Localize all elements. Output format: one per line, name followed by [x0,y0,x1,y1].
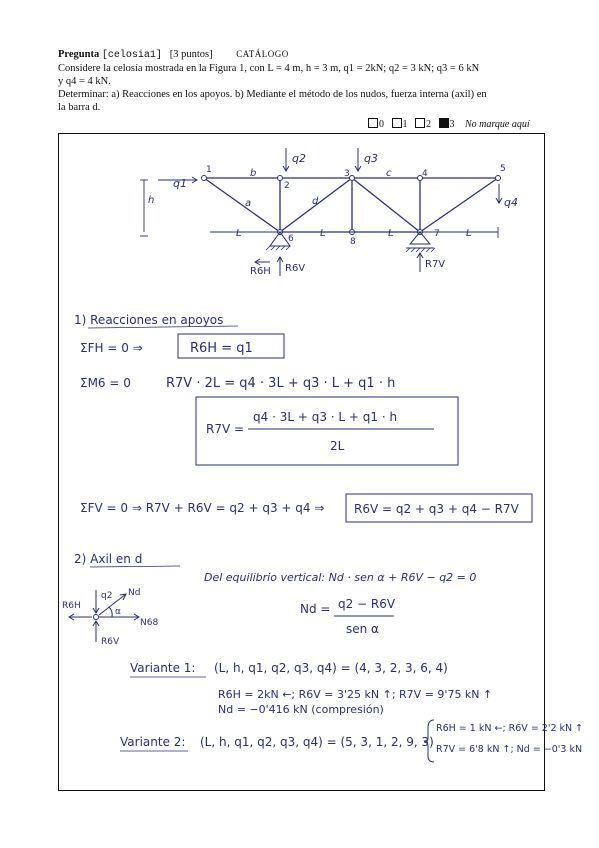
nd-numerator: q2 − R6V [338,597,396,611]
dim-label-L2: L [320,228,326,239]
eq3-numerator: q4 · 3L + q3 · L + q1 · h [253,410,398,424]
node-label-3: 3 [344,169,350,179]
variant1-results-1: R6H = 2kN ←; R6V = 3'25 kN ↑; R7V = 9'75 kN ↑ [218,688,493,701]
fbd-label-Nd: Nd [128,588,141,598]
fbd-label-R6V: R6V [101,637,120,647]
reaction-label-R6V: R6V [285,263,306,274]
question-points: [3 puntos] [169,49,213,60]
node-5 [496,176,501,181]
load-label-q2: q2 [292,152,306,165]
dim-label-L3: L [388,228,394,239]
statement-line-3: Determinar: a) Reacciones en los apoyos. b) Mediante el método de los nudos, fuerza interna (axil) en [58,89,487,100]
nd-lhs: Nd = [300,602,331,616]
eq4-lhs: ΣFV = 0 ⇒ R7V + R6V = q2 + q3 + q4 ⇒ [80,501,325,515]
node-1 [202,176,207,181]
node-3 [350,176,355,181]
bar-label-c: c [386,168,392,179]
bar-label-d: d [312,196,319,207]
fbd-label-alpha: α [115,607,121,617]
variant1-values: (L, h, q1, q2, q3, q4) = (4, 3, 2, 3, 6, 4) [214,661,448,675]
section1-title: 1) Reacciones en apoyos [74,313,224,327]
answer-label-3: 3 [449,119,455,130]
reaction-label-R6H: R6H [250,266,271,277]
eq1-lhs: ΣFH = 0 ⇒ [80,341,143,355]
vertical-equilibrium: Del equilibrio vertical: Nd · sen α + R6V − q2 = 0 [204,571,477,584]
bar-7-5 [420,178,498,232]
node-label-6: 6 [288,234,294,244]
node-2 [278,176,283,181]
bar-3-7 [352,178,420,232]
eq3-lhs: R7V = [206,422,245,436]
section-reactions [74,313,532,522]
fbd-label-q2: q2 [101,591,113,601]
node6-free-body-diagram [62,588,158,647]
dim-label-h: h [148,195,155,206]
bar-label-a: a [245,198,252,209]
question-code: [celosia1] [101,50,162,61]
catalog-label: CATÁLOGO [236,49,289,59]
answer-label-2: 2 [426,119,431,130]
variant1-results-2: Nd = −0'416 kN (compresión) [218,703,384,716]
reaction-label-R7V: R7V [425,259,446,270]
dim-label-L4: L [466,228,472,239]
node-label-1: 1 [206,165,212,175]
eq1-box-content: R6H = q1 [190,341,253,356]
bar-label-b: b [250,168,257,179]
node-label-7: 7 [434,229,440,239]
node-label-2: 2 [284,181,290,191]
node-label-5: 5 [500,164,506,174]
variant2-values: (L, h, q1, q2, q3, q4) = (5, 3, 1, 2, 9, 3) [200,735,434,749]
node-label-4: 4 [422,169,428,179]
statement-line-2: y q4 = 4 kN. [58,76,111,87]
section2-title: 2) Axil en d [74,552,143,566]
bar-a [204,178,280,232]
answer-label-1: 1 [402,119,408,130]
variant2-label: Variante 2: [120,735,186,749]
load-label-q1: q1 [173,177,187,190]
fbd-label-N68: N68 [140,618,159,628]
node-label-8: 8 [350,237,356,247]
answer-label-0: 0 [379,119,384,130]
fbd-label-R6H: R6H [62,601,81,611]
variant2-results-2: R7V = 6'8 kN ↑; Nd = −0'3 kN [436,744,583,755]
eq2-lhs: ΣM6 = 0 [80,376,131,390]
truss-figure [140,148,518,277]
no-mark-note: No marque aquí [465,119,530,130]
variant2-results-1: R6H = 1 kN ←; R6V = 2'2 kN ↑ [436,723,584,734]
statement-line-1: Considere la celosía mostrada en la Figura 1, con L = 4 m, h = 3 m, q1 = 2kN; q2 = 3 kN; q3 = 6 kN [58,63,480,74]
section-axial [62,552,583,762]
eq4-box-content: R6V = q2 + q3 + q4 − R7V [354,502,519,516]
statement-line-4: la barra d. [58,102,101,113]
variant1-label: Variante 1: [130,661,196,675]
load-label-q4: q4 [504,196,518,209]
load-label-q3: q3 [364,152,378,165]
question-label: Pregunta [58,49,100,60]
nd-denominator: sen α [346,622,379,636]
eq2-rhs: R7V · 2L = q4 · 3L + q3 · L + q1 · h [166,376,396,391]
eq3-denominator: 2L [330,439,345,453]
dim-label-L1: L [236,228,242,239]
